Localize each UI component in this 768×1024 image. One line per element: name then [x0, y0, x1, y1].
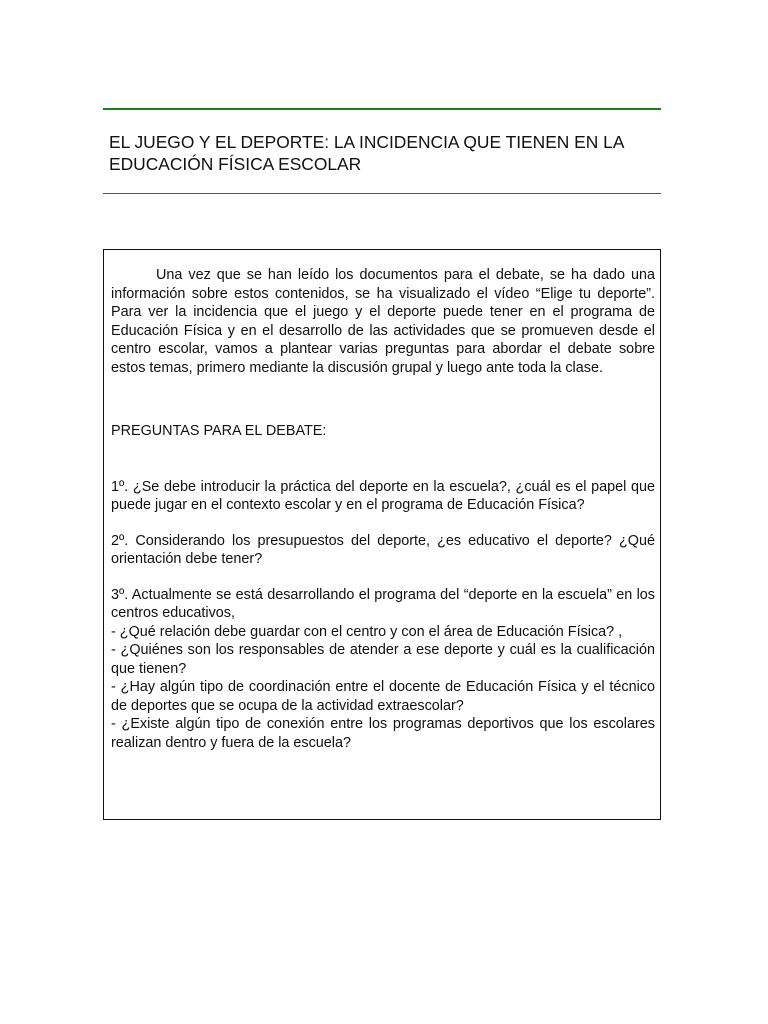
debate-box [103, 249, 661, 820]
question-2: 2º. Considerando los presupuestos del deporte, ¿es educativo el deporte? ¿Qué orientación debe tener? [111, 532, 655, 567]
question-1: 1º. ¿Se debe introducir la práctica del deporte en la escuela?, ¿cuál es el papel que puede jugar en el contexto escolar y en el programa de Educación Física? [111, 478, 655, 513]
title-bottom-rule [103, 193, 661, 194]
question-3-item: - ¿Quiénes son los responsables de atender a ese deporte y cuál es la cualificación que tienen? [111, 642, 655, 677]
question-3-intro: 3º. Actualmente se está desarrollando el programa del “deporte en la escuela” en los centros educativos, [111, 586, 655, 621]
title-top-rule [103, 108, 661, 110]
document-title: EL JUEGO Y EL DEPORTE: LA INCIDENCIA QUE TIENEN EN LA EDUCACIÓN FÍSICA ESCOLAR [109, 132, 624, 174]
question-3-item: - ¿Existe algún tipo de conexión entre los programas deportivos que los escolares realizan dentro y fuera de la escuela? [111, 716, 655, 751]
question-3-item: - ¿Hay algún tipo de coordinación entre el docente de Educación Física y el técnico de deportes que se ocupa de la actividad extraescolar? [111, 679, 655, 714]
question-3-item: - ¿Qué relación debe guardar con el centro y con el área de Educación Física? , [111, 623, 623, 640]
intro-paragraph: Una vez que se han leído los documentos para el debate, se ha dado una información sobre estos contenidos, se ha visualizado el vídeo “Elige tu deporte”. Para ver la incidencia que el juego y el deporte puede tener en el programa de Educación Física y en el desarrollo de las actividades que se promueven desde el centro escolar, vamos a plantear varias preguntas para abordar el debate sobre estos temas, primero mediante la discusión grupal y luego ante toda la clase. [111, 267, 655, 376]
questions-heading: PREGUNTAS PARA EL DEBATE: [111, 423, 327, 439]
debate-content [111, 266, 655, 752]
